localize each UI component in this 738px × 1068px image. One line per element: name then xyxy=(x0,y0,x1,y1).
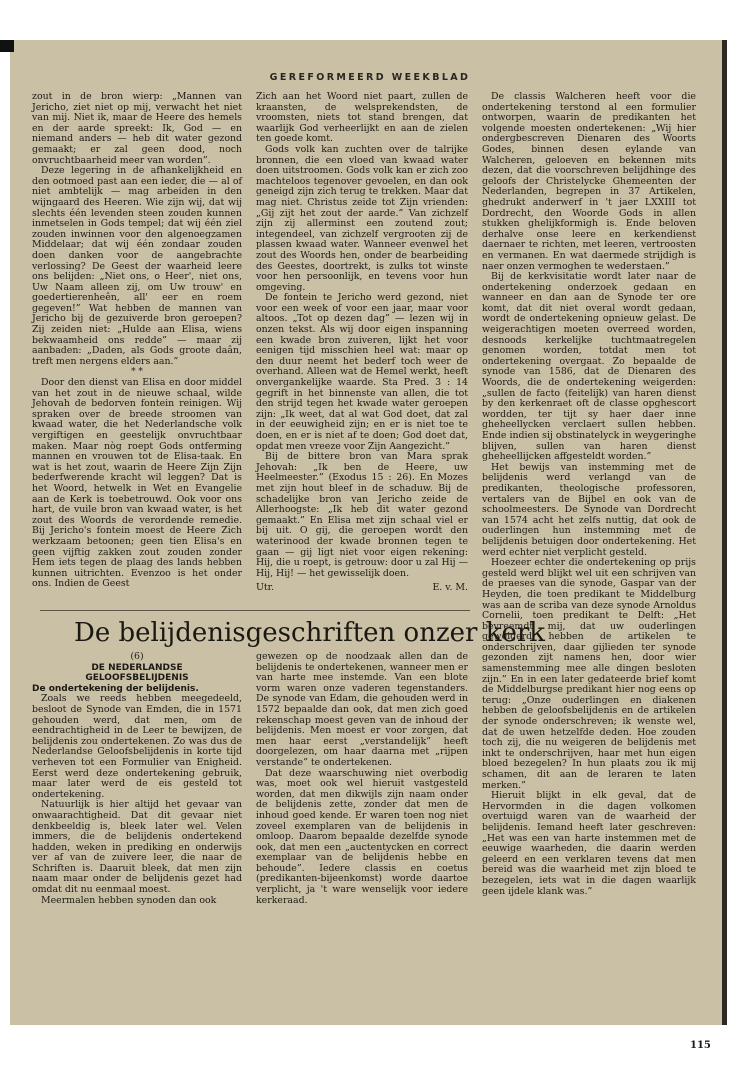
scan-edge xyxy=(0,40,14,52)
paragraph: De fontein te Jericho werd gezond, niet voor een week of voor een jaar, maar voor altoos. „Tot op dezen dag” — lezen wij in onzen tekst. Als wij door eigen inspanning een kwade bron zuiveren, lijkt het voor eenigen tijd misschien heel wat: maar op den duur neemt het bederf toch weer de overhand. Alleen wat de Hemel werkt, heeft onvergankelijke waarde. Sta Pred. 3 : 14 gegrift in het binnenste van allen, die tot den strijd tegen het kwade water geroepen zijn: „Ik weet, dat al wat God doet, dat zal in der eeuwigheid zijn; en er is niet toe te doen, en er is niet af te doen; God doet dat, opdat men vreeze voor Zijn Aangezicht.” xyxy=(256,292,468,452)
paragraph: Zoals we reeds hebben meegedeeld, besloot de Synode van Emden, die in 1571 gehouden werd, dat men, om de eendrachtigheid in de Leer te bewijzen, de belijdenis zou ondertekenen. Zo was dus de Nederlandse Geloofsbelijdenis in korte tijd verheven tot een Formulier van Enigheid. Eerst werd deze ondertekening gebruik, maar later werd de eis gesteld tot ondertekening. xyxy=(32,693,242,800)
signature-line xyxy=(256,583,468,594)
paragraph: Natuurlijk is hier altijd het gevaar van onwaarachtigheid. Dat dit gevaar niet denkbeeldig is, bleek later wel. Velen immers, die de belijdenis ondertekend hadden, weken in prediking en onderwijs ver af van de zuivere leer, die naar de Schriften is. Daaruit bleek, dat men zijn naam maar onder de belijdenis gezet had omdat dit nu eenmaal moest. xyxy=(32,799,242,896)
paragraph: Hoezeer echter die ondertekening op prijs gesteld werd blijkt wel uit een schrijven van de praeses van die synode, Gaspar van der Heyden, die toen predikant te Middelburg was aan de scriba van deze synode Arnoldus Cornelii, toen predikant te Delft: „Het bevreemdt mij, dat uw ouderlingen geweigerd hebben de artikelen te onderschrijven, daar gijlieden ter synode gezonden zijt namens hen, door wier samenstemming mee alle dingen besloten zijn.” En in een later gedateerde brief komt de Middelburgse predikant hier nog eens op terug: „Onze ouderlingen en diakenen hebben de geloofsbelijdenis en de artikelen der synode onderschreven; ik wenste wel, dat de uwen hetzelfde deden. Hoe zouden toch zij, die nu weigeren de belijdenis met inkt te onderschrijven, haar met hun eigen bloed bezegelen? In hun plaats zou ik mij schamen, dit aan de leraren te laten merken.” xyxy=(482,557,696,791)
column-3 xyxy=(482,92,696,897)
column-2-top xyxy=(256,92,468,594)
paragraph: Zich aan het Woord niet paart, zullen de kraansten, de welsprekendsten, de vroomsten, niets tot stand brengen, dat waarlijk God verheerlijkt en aan de zielen ten goede komt. xyxy=(256,91,468,145)
paragraph: Gods volk kan zuchten over de talrijke bronnen, die een vloed van kwaad water doen uitstroomen. Gods volk kan er zich zoo machteloos tegenover gevoelen, en dan ook geneigd zijn zich terug te trekken. Maar dat mag niet. Christus zeide tot Zijn vrienden: „Gij zijt het zout der aarde.” Van zichzelf zijn zij allerminst een zoutend zout; integendeel, van zichzelf vergrooten zij de plassen kwaad water. Wanneer evenwel het zout des Woords hen, onder de bearbeiding des Geestes, doortrekt, is zulks tot winste voor hen persoonlijk, en tevens voor hun omgeving. xyxy=(256,143,468,293)
page-number: 115 xyxy=(690,1040,711,1051)
section-title-line-2: GELOOFSBELIJDENIS xyxy=(85,673,189,684)
column-1-bottom xyxy=(32,652,242,906)
article-headline: De belijdenisgeschriften onzer kerk xyxy=(74,618,546,648)
section-number: (6) xyxy=(130,651,144,662)
paragraph: Deze legering in de afhankelijkheid en den ootmoed past aan een ieder, die — al of niet ambtelijk — mag arbeiden in den wijngaard des Heeren. Wie zijn wij, dat wij slechts één levenden steen zouden kunnen inmetselen in Gods tempel; dat wij één ziel zouden inwinnen voor den algenoegzamen Middelaar; dat wij één zondaar zouden doen danken voor de aangebrachte verlossing? De Geest der waarheid leere ons belijden: „Niet ons, o Heer', niet ons, Uw Naam alleen zij, om Uw trouw' en goedertierenheên, all' eer en roem gegeven!” Wat hebben de mannen van Jericho bij de gezuiverde bron geroepen? Zij zeiden niet: „Hulde aan Elisa, wiens bekwaamheid ons redde” — maar zij aanbaden: „Daden, als Gods groote daân, treft men nergens elders aan.” xyxy=(32,165,242,367)
paragraph: De classis Walcheren heeft voor die ondertekening terstond al een formulier ontworpen, waarin de predikanten het volgende moesten ondertekenen: „Wij hier ondergbescreven Dienaren des Woorts Godes, binnen desen eylande van Walcheren, geloeven en bekennen mits dezen, dat die voorschreven belijdhinge des geloofs der Christelycke Ghemeenten der Nederlanden, begrepen in 37 Artikelen, ghedrukt anderwerf in 't jaer LXXIII tot Dordrecht, den Woorde Gods in allen stukken ghelijkformigh is. Ende beloven derhalve onse leere en kerkendienst daernaer te richten, met leeren, vertroosten en vermanen. En wat daermede strijdigh is naer onzen vermoghen te wederstaen.” xyxy=(482,91,696,272)
paragraph: Bij de kerkvisitatie wordt later naar de ondertekening onderzoek gedaan en wanneer en dan aan de Synode ter ore komt, dat dit niet overal wordt gedaan, wordt de ondertekening opnieuw gelast. De weigerachtigen moeten overreed worden, desnoods kerkelijke tuchtmaatregelen genomen worden, totdat men tot ondertekening overgaat. Zo bepaalde de synode van 1586, dat de Dienaren des Woords, die de ondertekening weigerden: „sullen de facto (feitelijk) van haren dienst by den kerkenraet oft de classe opghescort wordden, ter tijt sy haer daer inne gheheellycken verclaert sullen hebben. Ende indien sij obstinatelyck in weygeringhe blijven, sullen van haren dienst gheheellijcken affgesteldt worden.” xyxy=(482,271,696,463)
paragraph: Dat deze waarschuwing niet overbodig was, moet ook wel hieruit vastgesteld worden, dat men dikwijls zijn naam onder de belijdenis zette, zonder dat men de inhoud goed kende. Er waren toen nog niet zoveel exemplaren van de belijdenis in omloop. Daarom bepaalde dezelfde synode ook, dat men een „auctentycken en correct exemplaar van de belijdenis hebbe en behoude”. Iedere classis en coetus (predikanten-bijeenkomst) worde daartoe verplicht, ja 't ware wenselijk voor iedere kerkeraad. xyxy=(256,767,468,906)
section-rule xyxy=(40,610,470,611)
paragraph: Meermalen hebben synoden dan ook xyxy=(41,894,217,906)
paragraph: Hieruit blijkt in elk geval, dat de Hervormden in die dagen volkomen overtuigd waren van de waarheid der belijdenis. Iemand heeft later geschreven: „Het was een van harte instemmen met de eeuwige waarheden, die daarin werden geleerd en een verklaren tevens dat men bereid was die waarheid met zijn bloed te bezegelen, iets wat in die dagen waarlijk geen ijdele klank was.” xyxy=(482,790,696,897)
column-1-top xyxy=(32,92,242,590)
signature-initials: E. v. M. xyxy=(432,582,468,594)
column-2-bottom xyxy=(256,652,468,906)
masthead: GEREFORMEERD WEEKBLAD xyxy=(269,72,471,83)
paragraph: gewezen op de noodzaak allen dan de belijdenis te ondertekenen, wanneer men er van harte mee instemde. Van een blote vorm waren onze vaderen tegenstanders. De synode van Edam, die gehouden werd in 1572 bepaalde dan ook, dat men zich goed rekenschap moest geven van de inhoud der belijdenis. Men moest er voor zorgen, dat men haar eerst „verstandelijk” heeft doorgelezen, om haar daarna met „rijpen verstande” te ondertekenen. xyxy=(256,651,468,768)
section-title-line-1: DE NEDERLANDSE xyxy=(91,662,183,673)
lead-in-heading: De ondertekening der belijdenis. xyxy=(32,683,199,694)
newspaper-page xyxy=(10,40,727,1051)
paragraph: Bij de bittere bron van Mara sprak Jehovah: „Ik ben de Heere, uw Heelmeester.” (Exodus 15 : 26). En Mozes met zijn hout bleef in de schaduw. Bij de schadelijke bron van Jericho zeide de Allerhoogste: „Ik heb dit water gezond gemaakt.” En Elisa met zijn schaal viel er bij uit. O gij, die geroepen wordt den waterinood der kwade bronnen tegen te gaan — gij ligt niet voor eigen rekening: Hij, die u roept, is getrouw: door u zal Hij — Hij, Hij! — het gewisselijk doen. xyxy=(256,451,468,579)
signature-place: Utr. xyxy=(256,582,275,594)
paragraph: Het bewijs van instemming met de belijdenis werd verlangd van de predikanten, theologische professoren, vertalers van de Bijbel en ook van de schoolmeesters. De Synode van Dordrecht van 1574 acht het zelfs nuttig, dat ook de ouderlingen hun instemming met de belijdenis betuigen door ondertekening. Het werd echter niet verplicht gesteld. xyxy=(482,461,696,558)
paragraph: zout in de bron wierp: „Mannen van Jericho, ziet niet op mij, verwacht het niet van mij. Niet ik, maar de Heere des hemels en der aarde spreekt: Ik, God — en niemand anders — heb dit water gezond gemaakt; er zal geen dood, noch onvruchtbaarheid meer van worden”. xyxy=(32,91,242,166)
paragraph: Door den dienst van Elisa en door middel van het zout in de nieuwe schaal, wilde Jehovah de bedorven fontein reinigen. Wij spraken over de breede stroomen van kwaad water, die het Nederlandsche volk vergiftigen en geestelijk onvruchtbaar maken. Maar nòg roept Gods ontferming mannen en vrouwen tot de Elisa-taak. En wat is het zout, waarin de Heere Zijn Zijn bederfwerende kracht wil leggen? Dat is het Woord, hetwelk in Wet en Evangelie aan de Kerk is toebetrouwd. Ook voor ons hart, de vuile bron van kwaad water, is het zout des Woords de verordende remedie. Bij Jericho's fontein moest de Heere Zich werkzaam betoonen; geen tien Elisa's en geen vijftig zakken zout zouden zonder Hem iets tegen de plaag des lands hebben kunnen uitrichten. Evenzoo is het onder ons. Indien de Geest xyxy=(32,377,242,590)
section-divider-stars: * * xyxy=(131,367,143,378)
